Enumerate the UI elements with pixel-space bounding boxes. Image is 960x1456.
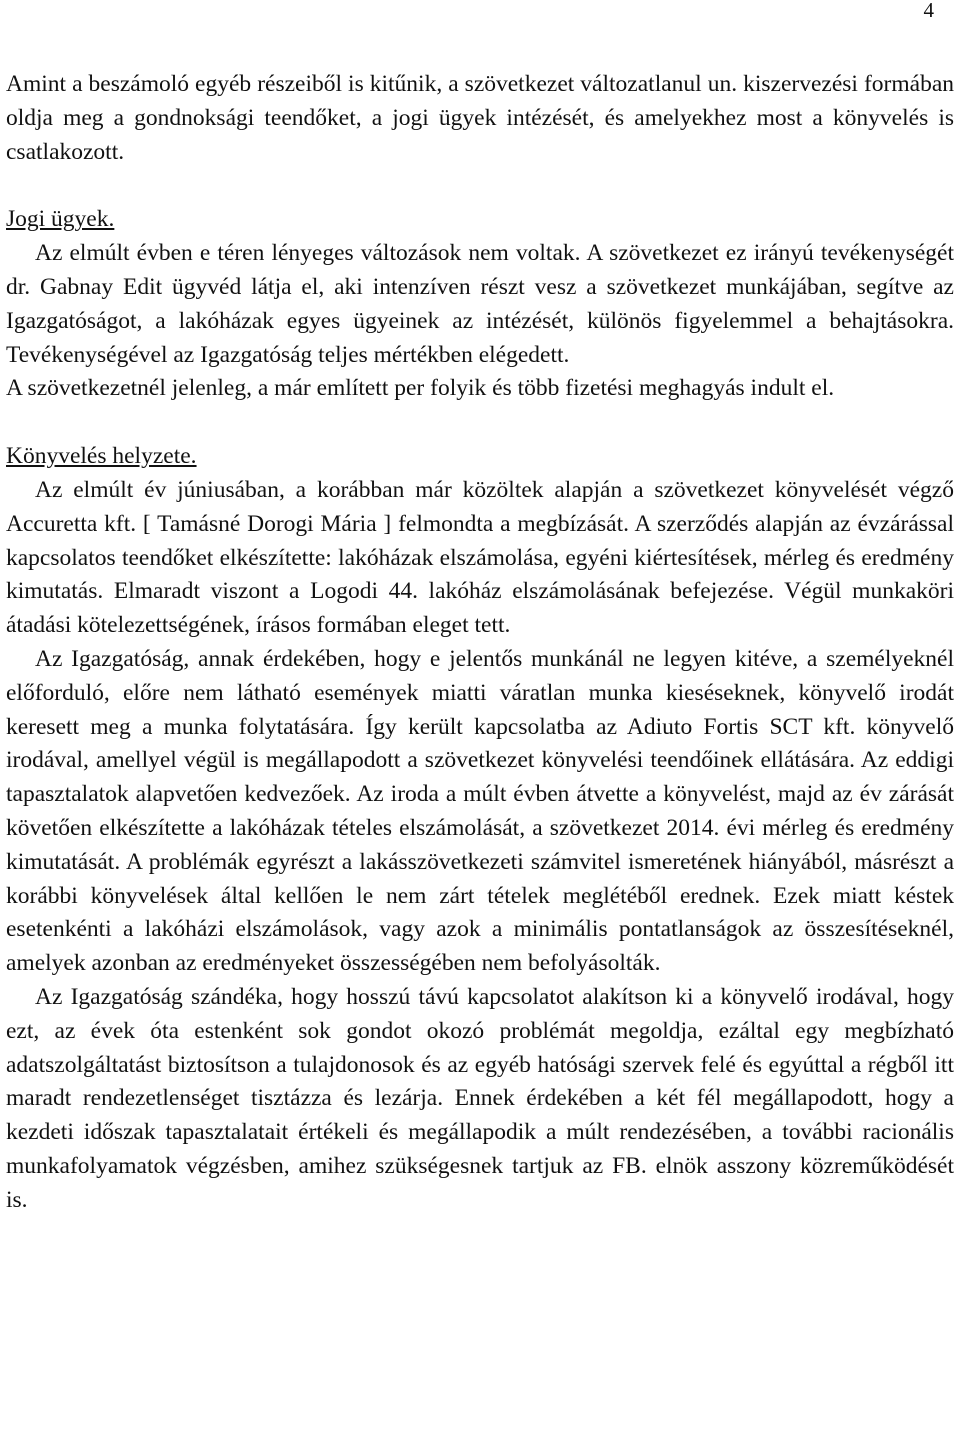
spacer	[6, 406, 954, 440]
accounting-paragraph-3: Az Igazgatóság szándéka, hogy hosszú távú kapcsolatot alakítson ki a könyvelő irodával, hogy ezt, az évek óta estenként sok gondot okozó problémát megoldja, ezáltal egy megbízható adatszolgáltatást biztosítson a tulajdonosok és az egyéb hatósági szervek felé és egyúttal a régből itt maradt rendezetlenséget tisztázza és lezárja. Ennek érdekében a két fél megállapodott, hogy a kezdeti időszak tapasztalatait értékeli és megállapodik a múlt rendezésében, a további racionális munkafolyamatok végzésben, amihez szükségesnek tartjuk az FB. elnök asszony közreműködését is.	[6, 983, 954, 1213]
accounting-heading: Könyvelés helyzete.	[6, 443, 197, 470]
accounting-paragraph-1: Az elmúlt év júniusában, a korábban már közöltek alapján a szövetkezet könyvelését végző Accuretta kft. [ Tamásné Dorogi Mária ] felmondta a megbízását. A szerződés alapján az évzárással kapcsolatos teendőket elkészítette: lakóházak elszámolása, egyéni kiértesítések, mérleg és eredmény kimutatás. Elmaradt viszont a Logodi 44. lakóház elszámolásának befejezése. Végül munkaköri átadási kötelezettségének, írásos formában eleget tett.	[6, 476, 954, 639]
spacer	[6, 169, 954, 203]
legal-heading: Jogi ügyek.	[6, 206, 115, 233]
document-page	[6, 68, 954, 1218]
intro-paragraph: Amint a beszámoló egyéb részeiből is kitűnik, a szövetkezet változatlanul un. kiszervezési formában oldja meg a gondnoksági teendőket, a jogi ügyek intézését, és amelyekhez most a könyvelés is csatlakozott.	[6, 71, 954, 165]
legal-paragraph-2: A szövetkezetnél jelenleg, a már említett per folyik és több fizetési meghagyás indult el.	[6, 375, 835, 402]
accounting-paragraph-2: Az Igazgatóság, annak érdekében, hogy e jelentős munkánál ne legyen kitéve, a személyeknél előforduló, előre nem látható események miatti váratlan munka kieséseknek, könyvelő irodát keresett meg a munka folytatására. Így került kapcsolatba az Adiuto Fortis SCT kft. könyvelő irodával, amellyel végül is megállapodott a szövetkezet könyvelési teendőinek ellátására. Az eddigi tapasztalatok alapvetően kedvezőek. Az iroda a múlt évben átvette a könyvelést, majd az év zárását követően elkészítette a lakóházak tételes elszámolását, a szövetkezet 2014. évi mérleg és eredmény kimutatását. A problémák egyrészt a lakásszövetkezeti számvitel ismeretének hiányából, másrészt a korábbi könyvelések által kellően le nem zárt tételek meglétéből erednek. Ezek miatt késtek esetenkénti a lakóházi elszámolások, vagy azok a minimális pontatlanságok az összesítéseknél, amelyek azonban az eredményeket összességében nem befolyásolták.	[6, 645, 954, 977]
page-number: 4	[923, 0, 934, 22]
legal-paragraph-1: Az elmúlt évben e téren lényeges változások nem voltak. A szövetkezet ez irányú tevékenységét dr. Gabnay Edit ügyvéd látja el, aki intenzíven részt vesz a szövetkezet munkájában, segítve az Igazgatóságot, a lakóházak egyes ügyeinek az intézését, különös figyelemmel a behajtásokra. Tevékenységével az Igazgatóság teljes mértékben elégedett.	[6, 240, 954, 368]
